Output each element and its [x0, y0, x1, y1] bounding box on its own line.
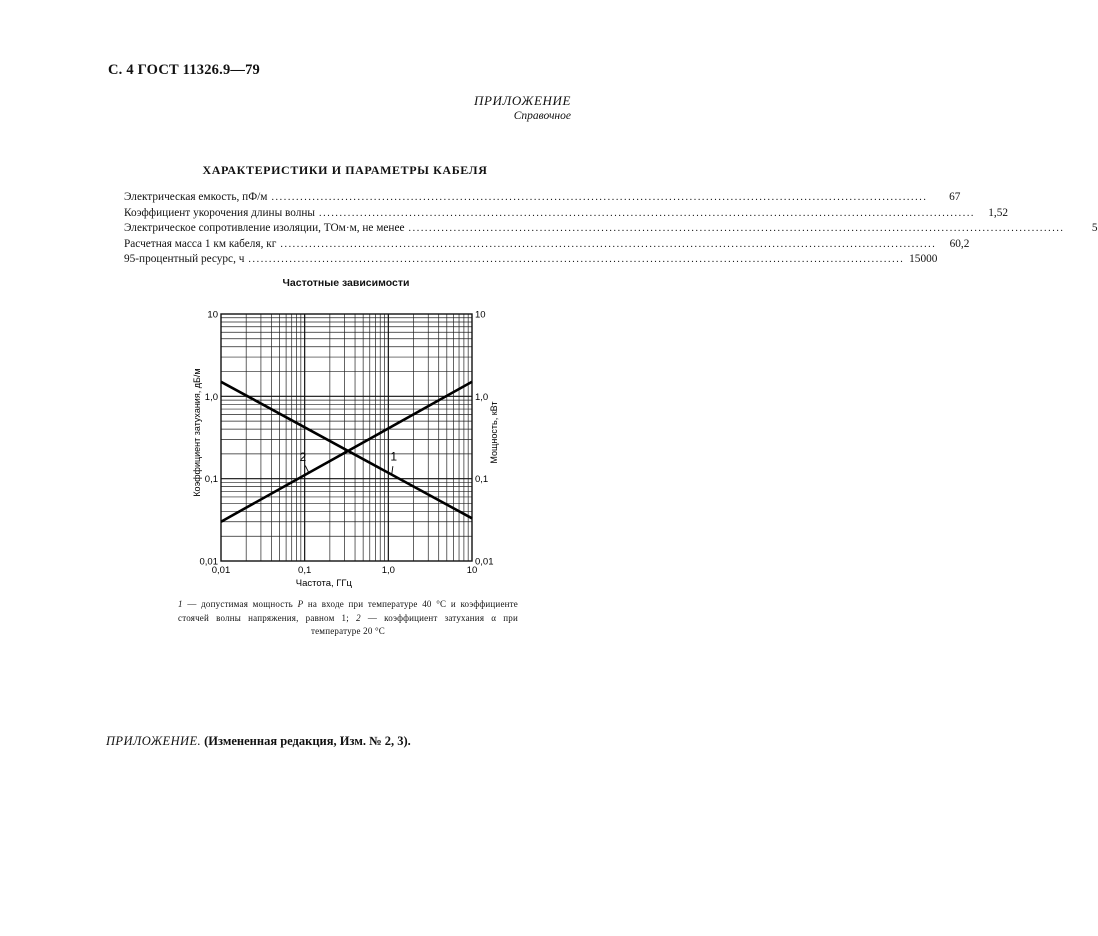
- caption-curve-2-number: 2: [356, 612, 361, 623]
- leader-dots: ................................................................................................................................................................: [248, 254, 905, 265]
- spec-value: 67: [949, 191, 961, 203]
- series-1-leader: [392, 466, 393, 474]
- spec-list: [124, 190, 1098, 268]
- spec-value: 15000: [909, 253, 938, 265]
- spec-value: 60,2: [949, 237, 970, 250]
- footer-note: [106, 734, 411, 749]
- spec-label: 95-процентный ресурс, ч: [124, 253, 245, 265]
- spec-value: 1,52: [988, 206, 1009, 219]
- y2-tick-label: 10: [475, 309, 486, 321]
- x-tick-label: 0,1: [298, 565, 312, 576]
- caption-curve-1-number: 1: [178, 599, 183, 609]
- spec-row: [124, 252, 938, 268]
- leader-dots: ................................................................................................................................................................: [319, 207, 976, 219]
- caption-text-1: — допустимая мощность: [182, 599, 298, 609]
- series-2-label: 2: [299, 449, 307, 464]
- caption-power-symbol: P: [297, 599, 304, 609]
- y-axis-label: Коэффициент затухания, дБ/м: [192, 368, 202, 497]
- plot-frame: [221, 314, 472, 561]
- y2-tick-label: 1,0: [475, 391, 489, 403]
- appendix-label: ПРИЛОЖЕНИЕ: [474, 93, 571, 108]
- y-tick-label: 1,0: [204, 391, 218, 403]
- caption-text-2: на входе при температуре 40 °С и коэффициенте стоячей волны напряжения, равном 1;: [178, 599, 518, 623]
- series-1-label: 1: [390, 449, 398, 464]
- caption-text-3: — коэффициент затухания α при температуре 20 °С: [310, 612, 518, 636]
- chart-title: Частотные зависимости: [282, 277, 410, 289]
- frequency-chart: [180, 298, 505, 588]
- spec-label: Электрическое сопротивление изоляции, ТОм·м, не менее: [124, 222, 405, 234]
- appendix-block: [474, 93, 571, 122]
- page-header: С. 4 ГОСТ 11326.9—79: [108, 62, 261, 78]
- leader-dots: ................................................................................................................................................................: [271, 192, 928, 203]
- series-2-leader: [305, 466, 309, 473]
- spec-label: Расчетная масса 1 км кабеля, кг: [124, 237, 277, 250]
- spec-label: Электрическая емкость, пФ/м: [124, 191, 268, 203]
- spec-row: [124, 221, 1098, 237]
- spec-row: [124, 190, 961, 206]
- spec-row: [124, 237, 970, 253]
- leader-dots: ................................................................................................................................................................: [408, 223, 1065, 234]
- y2-tick-label: 0,1: [475, 474, 489, 486]
- figure-caption: [178, 598, 518, 639]
- y2-axis-label: Мощность, кВт: [489, 401, 499, 464]
- y-tick-label: 10: [207, 309, 218, 321]
- y-tick-label: 0,1: [204, 474, 218, 486]
- x-tick-label: 0,01: [211, 565, 231, 576]
- x-tick-label: 1,0: [381, 565, 395, 576]
- footer-appendix-label: ПРИЛОЖЕНИЕ.: [106, 734, 202, 748]
- document-title: ХАРАКТЕРИСТИКИ И ПАРАМЕТРЫ КАБЕЛЯ: [202, 163, 488, 177]
- leader-dots: ................................................................................................................................................................: [280, 238, 937, 250]
- y2-tick-label: 0,01: [475, 556, 494, 568]
- appendix-type: Справочное: [513, 110, 571, 122]
- spec-value: 5: [1091, 222, 1098, 234]
- spec-label: Коэффициент укорочения длины волны: [124, 206, 316, 219]
- y-tick-label: 0,01: [199, 556, 218, 568]
- x-tick-label: 10: [466, 565, 478, 576]
- spec-row: [124, 206, 1009, 222]
- x-axis-label: Частота, ГГц: [295, 578, 353, 589]
- footer-revision-text: (Измененная редакция, Изм. № 2, 3).: [201, 734, 411, 748]
